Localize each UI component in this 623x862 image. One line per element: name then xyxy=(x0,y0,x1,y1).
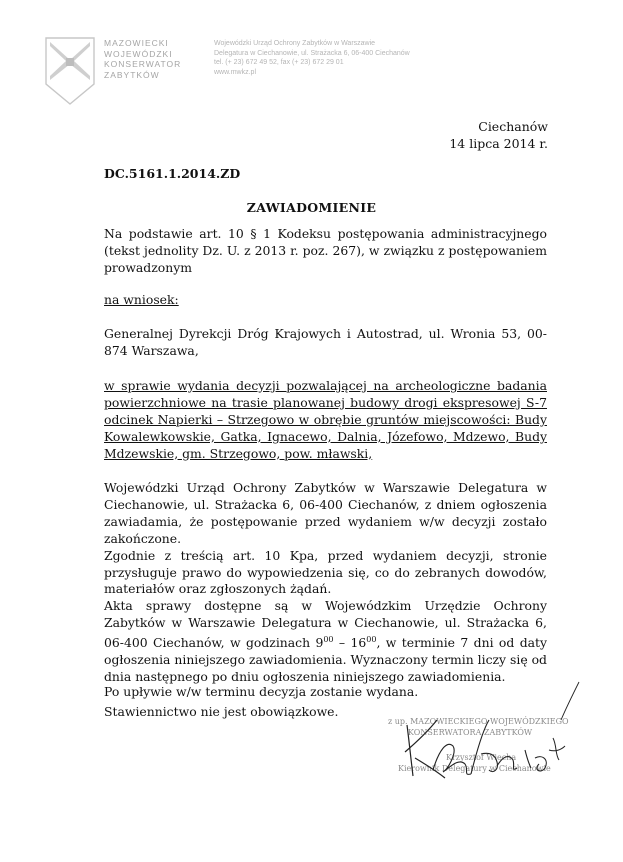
contact-line: Wojewódzki Urząd Ochrony Zabytków w Warszawie xyxy=(214,40,376,47)
org-line: KONSERWATOR xyxy=(104,59,182,69)
notice-info-3: Akta sprawy dostępne są w Wojewódzkim Urzędzie Ochrony Zabytków w Warszawie Delegatura w Ciechanowie, ul. Strażacka 6, 06-400 Ciechanów, w godzinach $9^{00} - 16^{00}$, w terminie 7 dni od daty ogłoszenia niniejszego zawiadomienia. Wyznaczony termin liczy się od dnia następnego po dniu ogłoszenia niniejszego zawiadomienia. xyxy=(104,598,548,685)
notice-paragraphs xyxy=(104,480,547,686)
place-and-date xyxy=(449,118,548,152)
contact-line: Delegatura w Ciechanowie, ul. Strażacka 6, 06-400 Ciechanów xyxy=(214,49,410,57)
intro-paragraph: Na podstawie art. 10 § 1 Kodeksu postępowania administracyjnego (tekst jednolity Dz. U. z 2013 r. poz. 267), w związku z postępowaniem prowadzonym xyxy=(104,226,547,275)
org-line: MAZOWIECKI xyxy=(104,38,169,48)
on-request-label: na wniosek: xyxy=(104,292,179,307)
notice-info-1: Wojewódzki Urząd Ochrony Zabytków w Warszawie Delegatura w Ciechanowie, ul. Strażacka 6, 06-400 Ciechanów, z dniem ogłoszenia zawiadamia, że postępowanie przed wydaniem w/w decyzji zostało zakończone. xyxy=(104,480,547,546)
date: 14 lipca 2014 r. xyxy=(449,136,548,151)
stamp-line-1: z up. MAZOWIECKIEGO WOJEWÓDZKIEGO xyxy=(388,717,569,726)
closing-line-1: Po upływie w/w terminu decyzja zostanie wydana. xyxy=(104,684,419,699)
contact-website: www.mwkz.pl xyxy=(214,68,257,76)
handwritten-signature-icon xyxy=(385,680,585,790)
letterhead-contact xyxy=(214,39,410,77)
matter-paragraph: w sprawie wydania decyzji pozwalającej na archeologiczne badania powierzchniowe na trasie planowanej budowy drogi ekspresowej S-7 odcinek Napierki – Strzegowo w obrębie gruntów miejscowości: Budy Kowalewkowskie, Gatka, Ignacewo, Dalnia, Józefowo, Mdzewo, Budy Mdzewskie, gm. Strzegowo, pow. mławski, xyxy=(104,378,547,461)
stamp-line-3: Krzysztof Wiecha xyxy=(446,753,517,762)
closing-line-2: Stawiennictwo nie jest obowiązkowe. xyxy=(104,704,339,719)
document-title: ZAWIADOMIENIE xyxy=(246,200,377,215)
place: Ciechanów xyxy=(478,119,548,134)
organization-name xyxy=(104,38,181,80)
stamp-line-2: KONSERWATORA ZABYTKÓW xyxy=(408,728,533,737)
org-line: ZABYTKÓW xyxy=(104,69,160,80)
conservator-logo-icon xyxy=(44,36,96,106)
applicant-paragraph: Generalnej Dyrekcji Dróg Krajowych i Autostrad, ul. Wronia 53, 00-874 Warszawa, xyxy=(104,326,547,358)
org-line: WOJEWÓDZKI xyxy=(104,48,173,59)
notice-info-2: Zgodnie z treścią art. 10 Kpa, przed wydaniem decyzji, stronie przysługuje prawo do wypowiedzenia się, co do zebranych dowodów, materiałów oraz zgłoszonych żądań. xyxy=(104,547,547,597)
contact-line: tel. (+ 23) 672 49 52, fax (+ 23) 672 29 01 xyxy=(214,59,344,67)
stamp-line-4: Kierownik Delegatury w Ciechanowie xyxy=(398,764,551,773)
reference-number: DC.5161.1.2014.ZD xyxy=(104,166,241,181)
